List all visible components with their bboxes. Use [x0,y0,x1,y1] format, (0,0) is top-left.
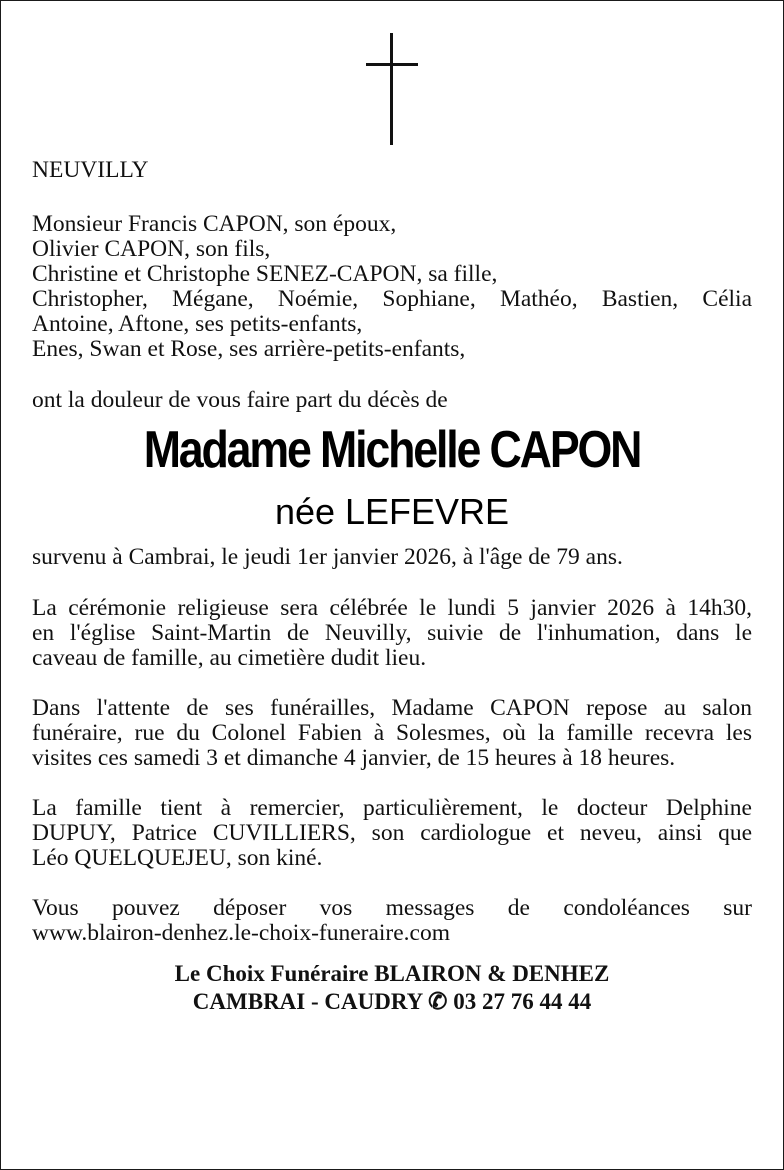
paragraph-line: caveau de famille, au cimetière dudit lieu. [32,645,427,671]
deceased-name: Madame Michelle CAPON [143,421,641,479]
paragraph-line: Vous pouvez déposer vos messages de condoléances sur [32,896,752,921]
paragraph-line: Dans l'attente de ses funérailles, Madame CAPON repose au salon [32,696,752,721]
family-line: Monsieur Francis CAPON, son époux, [32,211,397,237]
thanks-paragraph [32,796,752,871]
paragraph-line: en l'église Saint-Martin de Neuvilly, suivie de l'inhumation, dans le [32,621,752,646]
phone-icon: ✆ [428,989,448,1014]
paragraph-line: visites ces samedi 3 et dimanche 4 janvier, de 15 heures à 18 heures. [32,745,676,771]
family-line: Antoine, Aftone, ses petits-enfants, [32,311,363,337]
maiden-name: née LEFEVRE [274,491,510,532]
cross-icon [366,33,418,145]
funeral-home-phone: 03 27 76 44 44 [453,989,592,1014]
paragraph-line: Léo QUELQUEJEU, son kiné. [32,845,323,871]
paragraph-line: La cérémonie religieuse sera célébrée le lundi 5 janvier 2026 à 14h30, [32,596,752,621]
family-line: Olivier CAPON, son fils, [32,236,271,262]
town: NEUVILLY [32,157,149,183]
paragraph-line: DUPUY, Patrice CUVILLIERS, son cardiologue et neveu, ainsi que [32,821,752,846]
condolences-url: www.blairon-denhez.le-choix-funeraire.com [32,920,451,946]
ceremony-paragraph [32,596,752,671]
family-line: Enes, Swan et Rose, ses arrière-petits-enfants, [32,336,466,362]
family-line: Christopher, Mégane, Noémie, Sophiane, Mathéo, Bastien, Célia [32,287,752,312]
paragraph-line: La famille tient à remercier, particulièrement, le docteur Delphine [32,796,752,821]
family-line: Christine et Christophe SENEZ-CAPON, sa fille, [32,261,498,287]
condolences-paragraph [32,896,752,946]
viewing-paragraph [32,696,752,771]
death-info: survenu à Cambrai, le jeudi 1er janvier 2026, à l'âge de 79 ans. [32,544,623,570]
funeral-home-location: CAMBRAI - CAUDRY [192,989,423,1014]
intro-text: ont la douleur de vous faire part du décès de [32,387,448,413]
paragraph-line: funéraire, rue du Colonel Fabien à Solesmes, où la famille recevra les [32,721,752,746]
funeral-home-name: Le Choix Funéraire BLAIRON & DENHEZ [174,961,610,986]
funeral-home-contact [0,988,784,1016]
family-list [32,212,752,362]
